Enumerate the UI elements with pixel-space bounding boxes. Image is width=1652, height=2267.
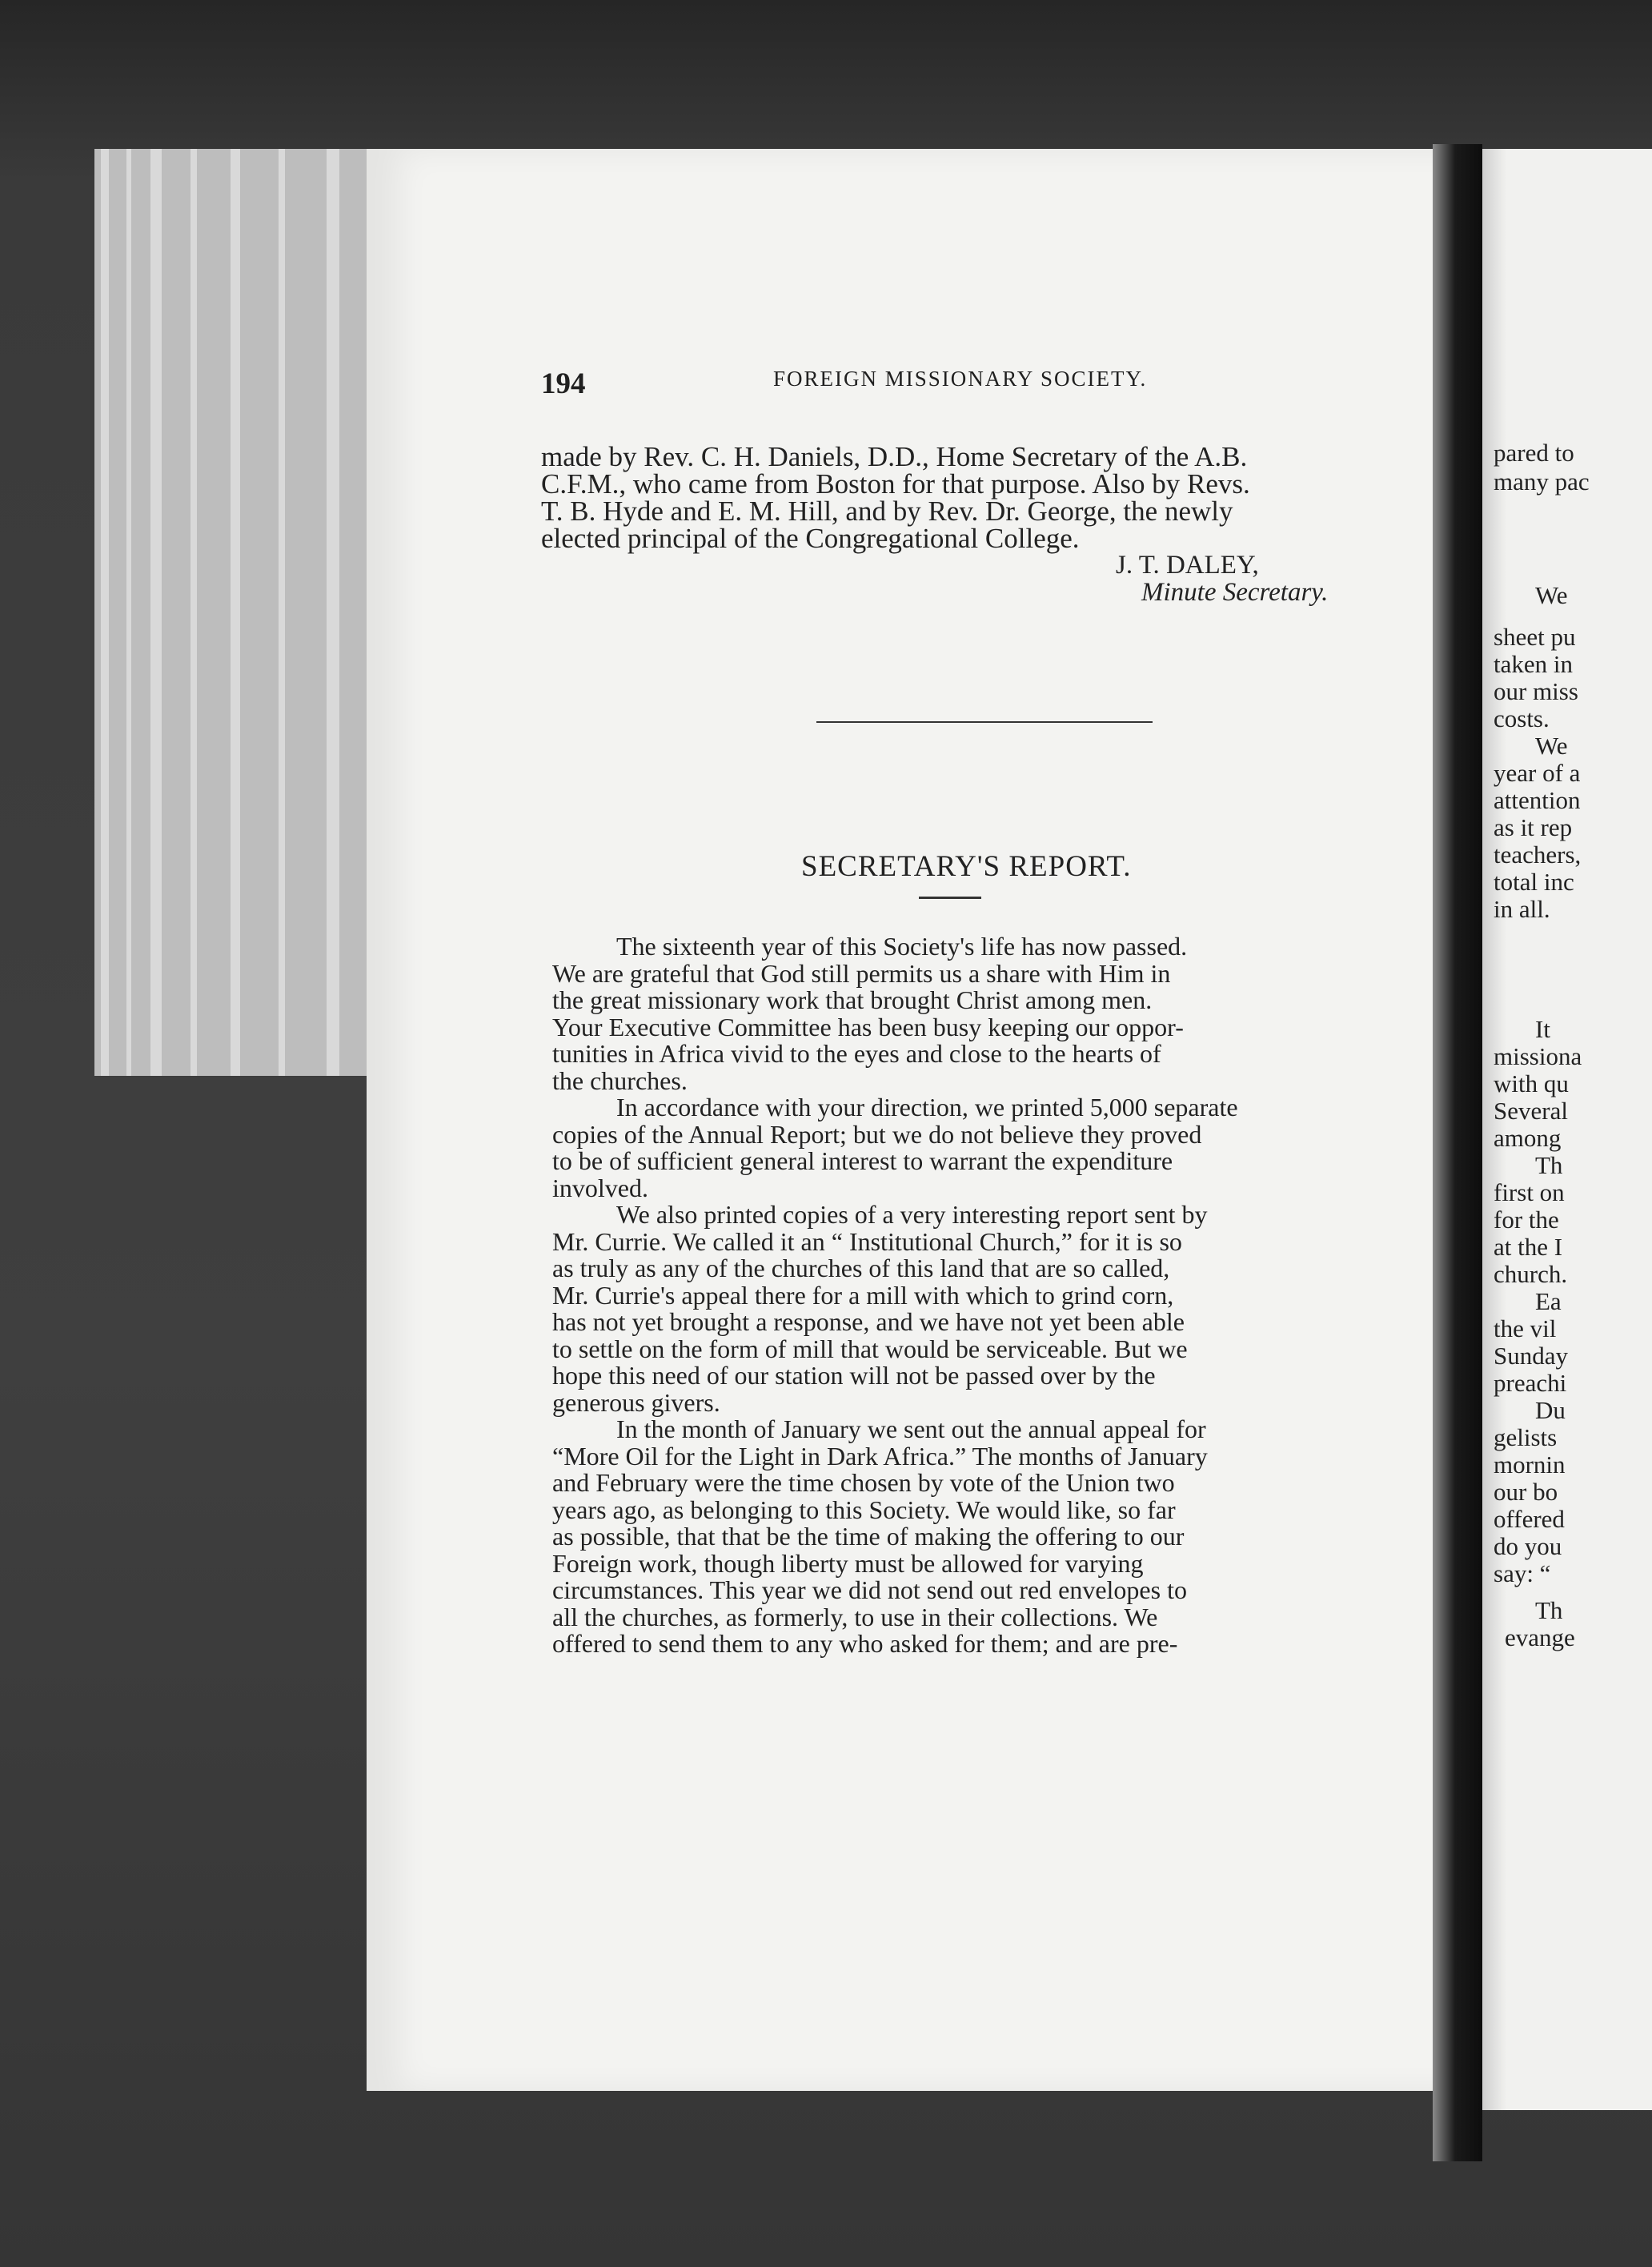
text-fragment: do you [1494, 1532, 1562, 1560]
text-line: has not yet brought a response, and we have not yet been able [552, 1307, 1185, 1336]
signature-name: J. T. DALEY, [1116, 551, 1259, 580]
text-fragment: Th [1535, 1151, 1563, 1179]
text-fragment: for the [1494, 1206, 1559, 1234]
text-line: made by Rev. C. H. Daniels, D.D., Home Secretary of the A.B. [541, 441, 1248, 472]
section-separator [816, 721, 1153, 723]
text-line: to be of sufficient general interest to warrant the expenditure [552, 1146, 1173, 1175]
text-line: Your Executive Committee has been busy keeping our oppor- [552, 1012, 1184, 1041]
text-fragment: at the I [1494, 1233, 1563, 1261]
text-fragment: Th [1535, 1596, 1563, 1624]
text-fragment: the vil [1494, 1314, 1557, 1342]
page-edges [94, 149, 376, 1076]
text-fragment: missiona [1494, 1042, 1582, 1070]
text-line: In the month of January we sent out the annual appeal for [616, 1414, 1206, 1443]
text-fragment: Sunday [1494, 1342, 1568, 1370]
text-line: Foreign work, though liberty must be allowed for varying [552, 1548, 1144, 1578]
text-fragment: our miss [1494, 677, 1578, 705]
text-line: Mr. Currie's appeal there for a mill with which to grind corn, [552, 1280, 1174, 1310]
text-fragment: among [1494, 1124, 1562, 1152]
text-line: offered to send them to any who asked for them; and are pre- [552, 1629, 1178, 1658]
text-fragment: Du [1535, 1396, 1566, 1424]
text-line: as possible, that that be the time of making the offering to our [552, 1522, 1185, 1551]
text-fragment: mornin [1494, 1450, 1566, 1479]
text-fragment: as it rep [1494, 813, 1573, 841]
text-fragment: teachers, [1494, 841, 1582, 869]
text-fragment: It [1535, 1015, 1550, 1043]
book-gutter [1433, 144, 1482, 2161]
text-line: “More Oil for the Light in Dark Africa.” The months of January [552, 1441, 1208, 1471]
text-line: The sixteenth year of this Society's life has now passed. [616, 932, 1188, 961]
text-line: We are grateful that God still permits us a share with Him in [552, 958, 1171, 988]
text-fragment: taken in [1494, 650, 1573, 678]
text-line: generous givers. [552, 1387, 720, 1417]
previous-section-text [541, 443, 1413, 552]
text-fragment: church. [1494, 1260, 1568, 1288]
text-line: C.F.M., who came from Boston for that purpose. Also by Revs. [541, 468, 1250, 500]
text-line: and February were the time chosen by vote of the Union two [552, 1468, 1175, 1497]
heading-underline [919, 897, 981, 899]
text-fragment: sheet pu [1494, 623, 1576, 651]
text-fragment: We [1535, 732, 1568, 760]
text-fragment: preachi [1494, 1369, 1567, 1397]
text-line: the churches. [552, 1065, 688, 1095]
signature-title: Minute Secretary. [1141, 578, 1329, 607]
text-line: years ago, as belonging to this Society. We would like, so far [552, 1495, 1176, 1524]
text-fragment: our bo [1494, 1478, 1558, 1506]
text-fragment: offered [1494, 1505, 1565, 1533]
text-fragment: pared to [1494, 439, 1574, 467]
text-fragment: with qu [1494, 1069, 1569, 1097]
text-line: elected principal of the Congregational College. [541, 523, 1080, 554]
text-fragment: gelists [1494, 1423, 1558, 1451]
text-fragment: many pac [1494, 467, 1590, 496]
text-fragment: say: “ [1494, 1559, 1551, 1587]
text-line: T. B. Hyde and E. M. Hill, and by Rev. Dr. George, the newly [541, 496, 1233, 527]
text-fragment: year of a [1494, 759, 1581, 787]
text-fragment: Ea [1535, 1287, 1562, 1315]
text-line: involved. [552, 1173, 648, 1202]
text-fragment: We [1535, 581, 1568, 609]
text-fragment: Several [1494, 1097, 1568, 1125]
text-line: Mr. Currie. We called it an “ Institutional Church,” for it is so [552, 1226, 1182, 1256]
text-line: In accordance with your direction, we printed 5,000 separate [616, 1093, 1238, 1121]
text-line: the great missionary work that brought Christ among men. [552, 985, 1153, 1014]
text-line: copies of the Annual Report; but we do not believe they proved [552, 1119, 1202, 1149]
text-line: hope this need of our station will not be passed over by the [552, 1361, 1156, 1390]
running-title: FOREIGN MISSIONARY SOCIETY. [773, 367, 1148, 391]
text-line: We also printed copies of a very interesting report sent by [616, 1200, 1208, 1229]
text-fragment: attention [1494, 786, 1581, 814]
text-fragment: evange [1505, 1623, 1575, 1651]
text-line: circumstances. This year we did not send out red envelopes to [552, 1575, 1187, 1604]
text-fragment: costs. [1494, 704, 1550, 732]
report-body [552, 933, 1417, 1658]
page-number: 194 [541, 367, 586, 400]
right-page-text [1494, 0, 1652, 2267]
text-line: as truly as any of the churches of this land that are so called, [552, 1254, 1170, 1282]
text-fragment: total inc [1494, 868, 1574, 896]
text-line: tunities in Africa vivid to the eyes and close to the hearts of [552, 1039, 1161, 1068]
text-fragment: first on [1494, 1178, 1565, 1206]
text-fragment: in all. [1494, 895, 1550, 923]
section-heading: SECRETARY'S REPORT. [801, 850, 1132, 883]
text-line: to settle on the form of mill that would be serviceable. But we [552, 1334, 1188, 1363]
text-line: all the churches, as formerly, to use in their collections. We [552, 1602, 1158, 1631]
